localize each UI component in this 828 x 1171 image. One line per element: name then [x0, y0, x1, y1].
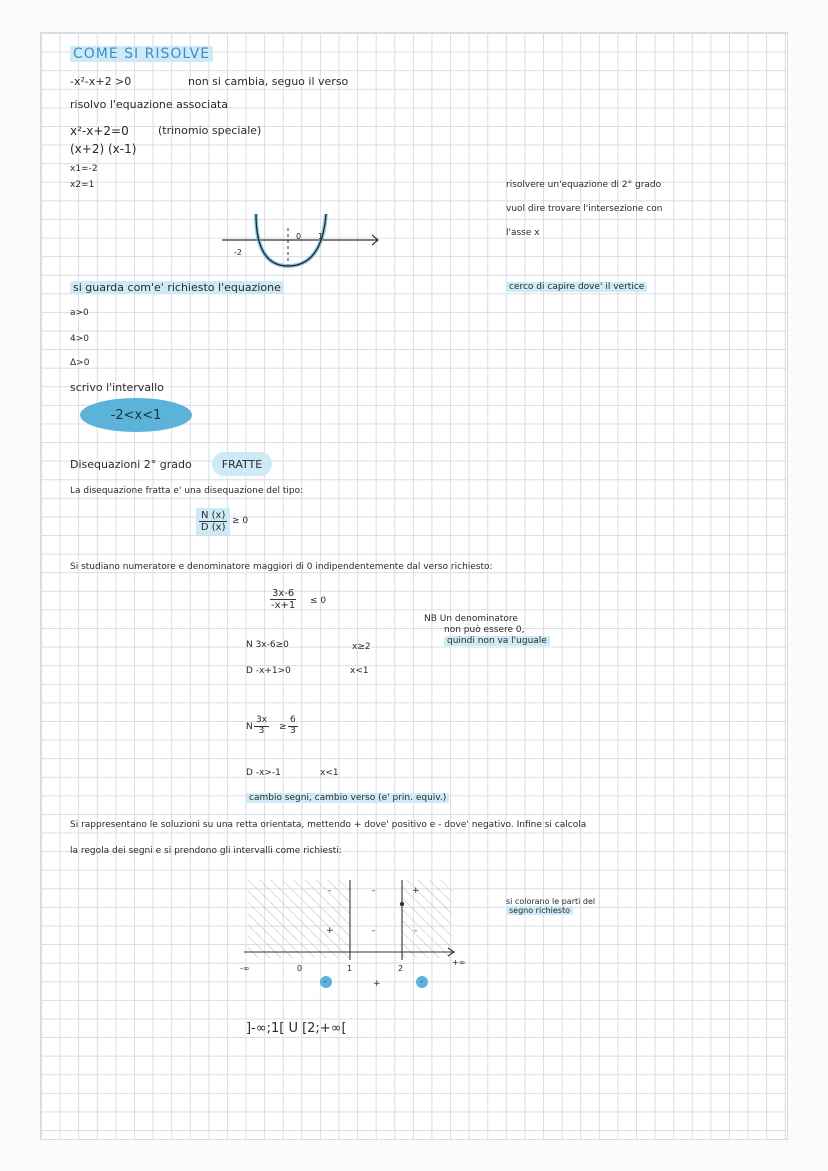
side-note-3: l'asse x — [506, 228, 540, 238]
hatched-region-right — [402, 880, 452, 958]
nb-line-3: quindi non va l'uguale — [444, 636, 550, 646]
tick-one: 1 — [347, 964, 353, 973]
four-positive: 4>0 — [70, 334, 89, 344]
hatched-region-left — [248, 880, 350, 958]
inequality: -x²-x+2 >0 — [70, 75, 132, 88]
denominator-solution: x<1 — [350, 666, 369, 676]
vertex-note: cerco di capire dove' il vertice — [506, 282, 647, 292]
interval-highlight — [80, 398, 192, 432]
sign-row1-c: + — [412, 886, 420, 896]
final-answer: ]-∞;1[ U [2;+∞[ — [246, 1021, 347, 1036]
represent-line-2: la regola dei segni e si prendono gli intervalli come richiesti: — [70, 846, 342, 856]
fratte-badge: FRATTE — [212, 452, 272, 476]
denominator-line-2: D -x>-1 — [246, 768, 281, 778]
sign-row1-b: - — [372, 886, 376, 896]
equation-note: (trinomio speciale) — [158, 124, 262, 137]
n-frac-right: $\frac{6}{3}$ — [290, 715, 296, 736]
graph-label-zero: 0 — [296, 232, 302, 241]
sign-chart — [240, 872, 470, 1002]
inequality-note: non si cambia, seguo il verso — [188, 75, 349, 88]
numerator-line: N 3x-6≥0 — [246, 640, 289, 650]
sign-result-a: - — [324, 977, 327, 986]
sign-row1-a: - — [328, 886, 332, 896]
change-sign-note: cambio segni, cambio verso (e' prin. equiv.) — [246, 793, 449, 803]
general-fraction: $\frac{N (x)}{D (x)}$ — [196, 508, 230, 535]
n-frac-relation: ≥ — [279, 722, 287, 732]
denominator-solution-2: x<1 — [320, 768, 339, 778]
parabola-graph — [222, 210, 392, 280]
solve-associated: risolvo l'equazione associata — [70, 98, 229, 111]
sign-row2-c: - — [414, 926, 418, 936]
color-note-2: segno richiesto — [506, 906, 573, 915]
sign-result-c: - — [420, 977, 423, 986]
example-relation: ≤ 0 — [310, 596, 327, 606]
general-relation: ≥ 0 — [232, 516, 249, 526]
nb-line-1: NB Un denominatore — [424, 614, 518, 624]
delta-positive: Δ>0 — [70, 358, 90, 368]
color-note-1: si colorano le parti del — [506, 897, 596, 906]
tick-plus-infinity: +∞ — [452, 958, 466, 967]
section-heading: Disequazioni 2° grado — [70, 458, 192, 471]
root-x2: x2=1 — [70, 180, 95, 190]
side-note-2: vuol dire trovare l'intersezione con — [506, 204, 663, 214]
factorization: (x+2) (x-1) — [70, 142, 137, 156]
side-note-1: risolvere un'equazione di 2° grado — [506, 180, 662, 190]
graph-label-one: 1 — [318, 232, 324, 241]
numerator-solution: x≥2 — [352, 642, 371, 652]
sign-result-b: + — [373, 979, 381, 989]
equation: x²-x+2=0 — [70, 124, 129, 138]
write-interval: scrivo l'intervallo — [70, 381, 164, 394]
graph-label-minus-two: -2 — [234, 248, 242, 257]
root-x1: x1=-2 — [70, 164, 98, 174]
look-requested: si guarda com'e' richiesto l'equazione — [70, 282, 284, 295]
tick-zero: 0 — [297, 964, 303, 973]
n-frac-left: $\frac{3x}{3}$ — [256, 715, 268, 736]
sign-row2-b: - — [372, 926, 376, 936]
sign-row2-a: + — [326, 926, 334, 936]
n-frac-label: N — [246, 722, 253, 732]
closed-point-2 — [400, 902, 404, 906]
example-fraction: $\frac{3x-6}{-x+1}$ — [270, 588, 296, 611]
interval-answer: -2<x<1 — [110, 407, 162, 423]
denominator-line: D -x+1>0 — [246, 666, 291, 676]
page-title: COME SI RISOLVE — [70, 46, 213, 62]
tick-minus-infinity: -∞ — [240, 964, 250, 973]
definition: La disequazione fratta e' una disequazione del tipo: — [70, 486, 304, 496]
tick-two: 2 — [398, 964, 404, 973]
represent-line-1: Si rappresentano le soluzioni su una retta orientata, mettendo + dove' positivo e - dove' negativo. Infine si calcola — [70, 820, 587, 830]
nb-line-2: non può essere 0, — [444, 625, 525, 635]
a-positive: a>0 — [70, 308, 89, 318]
study-rule: Si studiano numeratore e denominatore maggiori di 0 indipendentemente dal verso richiesto: — [70, 562, 493, 572]
